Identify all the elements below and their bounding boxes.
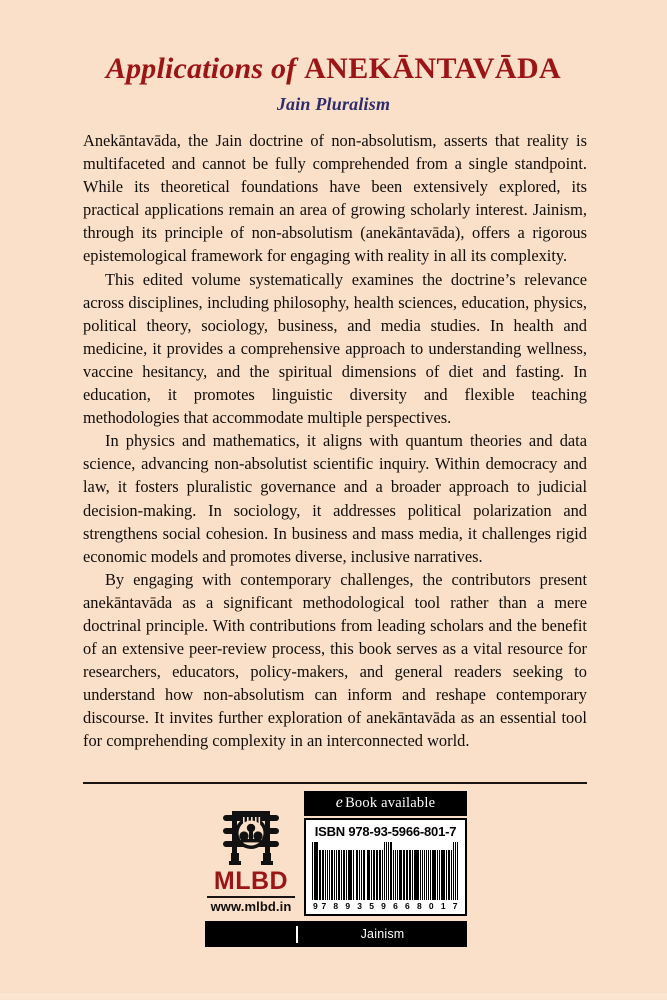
subject-banner-left-block	[205, 921, 296, 947]
isbn-label: ISBN 978-93-5966-801-7	[314, 824, 457, 839]
barcode-digit-lead: 9	[313, 901, 318, 911]
ebook-e-glyph-icon: e	[335, 794, 344, 811]
barcode-bars	[312, 842, 459, 900]
page-title	[0, 52, 667, 87]
publisher-name: MLBD	[213, 866, 289, 895]
barcode-block	[304, 791, 467, 916]
barcode-digits	[312, 901, 459, 911]
subject-label: Jainism	[360, 927, 405, 941]
bottom-edge-strip	[0, 993, 667, 1000]
title-block	[0, 52, 667, 115]
publisher-logo-block	[205, 794, 297, 916]
blurb-paragraph: This edited volume systematically examines the doctrine’s relevance across disciplines, including philosophy, health sciences, education, physics, political theory, sociology, business, and media studies. In health and medicine, it provides a comprehensive approach to understanding wellness, vaccine hesitancy, and the spiritual dimensions of diet and fasting. In education, it promotes linguistic diversity and flexible teaching methodologies that accommodate multiple perspectives.	[83, 269, 587, 428]
title-caps-part: ANEKĀNTAVĀDA	[304, 52, 562, 85]
horizontal-divider	[83, 782, 587, 784]
footer-top-row	[205, 791, 467, 916]
ebook-available-bar	[304, 791, 467, 816]
blurb-text	[83, 129, 587, 753]
page-subtitle: Jain Pluralism	[276, 93, 391, 114]
barcode-digit-group-right: 6 6 8 0 1 7	[393, 901, 458, 911]
publisher-url[interactable]: www.mlbd.in	[210, 898, 292, 914]
blurb-paragraph: By engaging with contemporary challenges, the contributors present anekāntavāda as a significant methodological tool rather than a mere doctrinal principle. With contributions from leading scholars and the benefit of an extensive peer-review process, this book serves as a vital resource for researchers, educators, policy-makers, and general readers seeking to understand how non-absolutism can inform and reshape contemporary discourse. It invites further exploration of anekāntavāda as an essential tool for comprehending complexity in an interconnected world.	[83, 569, 587, 751]
mlbd-torana-emblem-icon	[217, 806, 285, 868]
barcode-digit-group-left: 7 8 9 3 5 9	[321, 901, 387, 911]
blurb-paragraph: In physics and mathematics, it aligns with quantum theories and data science, advancing non-absolutist scientific inquiry. Within democracy and law, it fosters pluralistic governance and a broader approach to judicial decision-making. In sociology, it addresses political polarization and strengthens social cohesion. In business and mass media, it challenges rigid economic models and promotes diverse, inclusive narratives.	[83, 431, 587, 566]
blurb-paragraph: Anekāntavāda, the Jain doctrine of non-absolutism, asserts that reality is multifaceted and cannot be fully comprehended from a single standpoint. While its theoretical foundations have been extensively explored, its practical applications remain an area of growing scholarly interest. Jainism, through its principle of non-absolutism (anekāntavāda), offers a rigorous epistemological framework for engaging with reality in all its complexity.	[83, 131, 587, 266]
barcode-box	[304, 818, 467, 916]
title-italic-part: Applications of	[105, 52, 305, 85]
publisher-rule	[207, 896, 295, 898]
footer	[205, 791, 467, 947]
ebook-available-label: Book available	[345, 795, 436, 811]
subject-banner	[205, 921, 467, 947]
